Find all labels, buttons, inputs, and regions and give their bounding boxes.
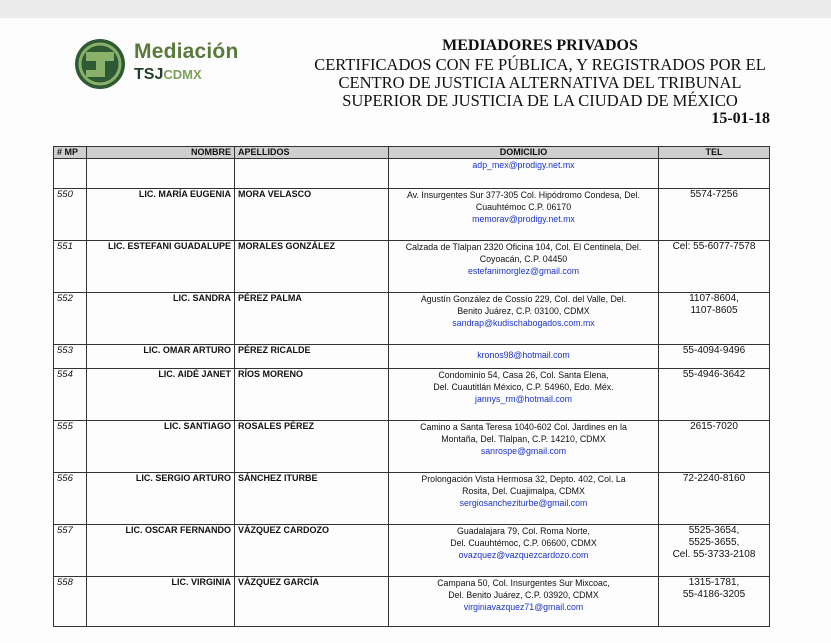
address-line: Av. Insurgentes Sur 377-305 Col. Hipódromo Condesa, Del. xyxy=(407,190,640,200)
cell-nombre: LIC. OMAR ARTURO xyxy=(87,345,235,369)
column-header-apellidos: APELLIDOS xyxy=(235,147,389,159)
cell-domicilio xyxy=(389,345,659,369)
header-line-1: CERTIFICADOS CON FE PÚBLICA, Y REGISTRADOS POR EL xyxy=(314,55,766,74)
column-header-domicilio: DOMICILIO xyxy=(389,147,659,159)
table-row xyxy=(54,189,770,241)
cell-apellidos: VÁZQUEZ GARCÍA xyxy=(235,577,389,627)
phone-number: 55-4946-3642 xyxy=(682,369,746,380)
cell-apellidos: PÉREZ RICALDE xyxy=(235,345,389,369)
email-link[interactable]: sanrospe@gmail.com xyxy=(480,446,567,456)
email-link[interactable]: kronos98@hotmail.com xyxy=(477,350,570,360)
table-row xyxy=(54,525,770,577)
cell-mp: 554 xyxy=(54,369,87,421)
cell-nombre: LIC. MARÍA EUGENIA xyxy=(87,189,235,241)
document-date: 15-01-18 xyxy=(711,110,770,127)
phone-number: 55-4094-9496 xyxy=(682,345,746,356)
cell-mp xyxy=(54,159,87,189)
cell-tel xyxy=(659,421,770,473)
address-line: Calzada de Tlalpan 2320 Oficina 104, Col. El Centinela, Del. xyxy=(405,242,642,252)
cell-mp: 552 xyxy=(54,293,87,345)
cell-tel xyxy=(659,525,770,577)
cell-apellidos: SÁNCHEZ ITURBE xyxy=(235,473,389,525)
cell-nombre: LIC. VIRGINIA xyxy=(87,577,235,627)
phone-number: Cel. 55-3733-2108 xyxy=(672,549,756,560)
cell-tel xyxy=(659,369,770,421)
phone-number: 1107-8604, xyxy=(689,293,739,304)
cell-tel xyxy=(659,241,770,293)
cell-nombre: LIC. SANDRA xyxy=(87,293,235,345)
cell-apellidos xyxy=(235,159,389,189)
column-header-mp: # MP xyxy=(54,147,87,159)
address-line: Rosita, Del. Cuajimalpa, CDMX xyxy=(462,486,585,496)
header-line-3: SUPERIOR DE JUSTICIA DE LA CIUDAD DE MÉXICO xyxy=(342,91,738,110)
table-row xyxy=(54,241,770,293)
address-line: Del. Benito Juárez, C.P. 03920, CDMX xyxy=(448,590,599,600)
mediacion-logo xyxy=(74,38,264,92)
table-row xyxy=(54,369,770,421)
email-link[interactable]: estefanimorglez@gmail.com xyxy=(467,266,580,276)
address-line: Cuauhtémoc C.P. 06170 xyxy=(475,202,572,212)
column-header-nombre: NOMBRE xyxy=(87,147,235,159)
cell-mp: 557 xyxy=(54,525,87,577)
phone-number: 55-4186-3205 xyxy=(682,589,746,600)
logo-title: Mediación xyxy=(134,40,239,63)
cell-tel xyxy=(659,473,770,525)
email-link[interactable]: ovazquez@vazquezcardozo.com xyxy=(458,550,589,560)
address-line: Guadalajara 79, Col. Roma Norte, xyxy=(457,526,590,536)
top-edge-shadow xyxy=(0,0,831,18)
phone-number: 72-2240-8160 xyxy=(682,473,746,484)
phone-number: Cel: 55-6077-7578 xyxy=(672,241,756,252)
cell-domicilio xyxy=(389,241,659,293)
email-link[interactable]: adp_mex@prodigy.net.mx xyxy=(472,160,575,170)
cell-apellidos: VÁZQUEZ CARDOZO xyxy=(235,525,389,577)
cell-domicilio xyxy=(389,473,659,525)
cell-tel xyxy=(659,189,770,241)
address-line: Agustín González de Cossío 229, Col. del Valle, Del. xyxy=(420,294,627,304)
cell-nombre xyxy=(87,159,235,189)
email-link[interactable]: sandrap@kudischabogados.com.mx xyxy=(452,318,595,328)
table-row xyxy=(54,473,770,525)
cell-domicilio xyxy=(389,293,659,345)
cell-apellidos: PÉREZ PALMA xyxy=(235,293,389,345)
address-line: Del. Cuauhtémoc, C.P. 06600, CDMX xyxy=(450,538,597,548)
cell-apellidos: RÍOS MORENO xyxy=(235,369,389,421)
cell-tel xyxy=(659,293,770,345)
mediators-table xyxy=(53,146,770,627)
cell-apellidos: MORALES GONZÁLEZ xyxy=(235,241,389,293)
cell-tel xyxy=(659,577,770,627)
cell-domicilio xyxy=(389,189,659,241)
table-row xyxy=(54,345,770,369)
address-line: Prolongación Vista Hermosa 32, Depto. 402, Col. La xyxy=(421,474,626,484)
phone-number: 1315-1781, xyxy=(688,577,740,588)
cell-mp: 551 xyxy=(54,241,87,293)
cell-mp: 555 xyxy=(54,421,87,473)
address-line: Camino a Santa Teresa 1040-602 Col. Jardines en la xyxy=(420,422,627,432)
cell-nombre: LIC. ESTEFANI GUADALUPE xyxy=(87,241,235,293)
table-header-row xyxy=(54,147,770,159)
address-line: Montaña, Del. Tlalpan, C.P. 14210, CDMX xyxy=(441,434,606,444)
address-line: Coyoacán, C.P. 04450 xyxy=(479,254,568,264)
logo-subtitle: TSJCDMX xyxy=(134,66,202,83)
email-link[interactable]: jannys_rm@hotmail.com xyxy=(475,394,572,404)
cell-apellidos: ROSALES PÉREZ xyxy=(235,421,389,473)
address-line: Benito Juárez, C.P. 03100, CDMX xyxy=(457,306,590,316)
address-line: Condominio 54, Casa 26, Col. Santa Elena, xyxy=(438,370,609,380)
email-link[interactable]: sergiosancheziturbe@gmail.com xyxy=(459,498,588,508)
phone-number: 5525-3654, xyxy=(688,525,740,536)
phone-number: 2615-7020 xyxy=(690,421,738,432)
cell-domicilio xyxy=(389,421,659,473)
address-line: Del. Cuautitlán México, C.P. 54960, Edo. Méx. xyxy=(433,382,614,392)
cell-domicilio xyxy=(389,159,659,189)
phone-number: 1107-8605 xyxy=(690,305,738,316)
cell-mp: 556 xyxy=(54,473,87,525)
cell-mp: 550 xyxy=(54,189,87,241)
cell-tel xyxy=(659,345,770,369)
phone-number: 5525-3655, xyxy=(688,537,740,548)
cell-nombre: LIC. AIDÉ JANET xyxy=(87,369,235,421)
table-row xyxy=(54,421,770,473)
cell-tel xyxy=(659,159,770,189)
cell-domicilio xyxy=(389,577,659,627)
column-header-tel: TEL xyxy=(659,147,770,159)
email-link[interactable]: virginiavazquez71@gmail.com xyxy=(463,602,584,612)
cell-mp: 553 xyxy=(54,345,87,369)
cell-nombre: LIC. SERGIO ARTURO xyxy=(87,473,235,525)
cell-nombre: LIC. OSCAR FERNANDO xyxy=(87,525,235,577)
logo-mark-icon xyxy=(74,38,126,90)
cell-domicilio xyxy=(389,369,659,421)
table-row xyxy=(54,577,770,627)
cell-domicilio xyxy=(389,525,659,577)
table-row xyxy=(54,159,770,189)
cell-mp: 558 xyxy=(54,577,87,627)
address-line: Campana 50, Col. Insurgentes Sur Mixcoac, xyxy=(437,578,610,588)
header-line-2: CENTRO DE JUSTICIA ALTERNATIVA DEL TRIBUNAL xyxy=(338,73,742,92)
phone-number: 5574-7256 xyxy=(690,189,738,200)
cell-nombre: LIC. SANTIAGO xyxy=(87,421,235,473)
cell-apellidos: MORA VELASCO xyxy=(235,189,389,241)
table-row xyxy=(54,293,770,345)
email-link[interactable]: memorav@prodigy.net.mx xyxy=(472,214,575,224)
document-title: MEDIADORES PRIVADOS xyxy=(442,37,638,54)
